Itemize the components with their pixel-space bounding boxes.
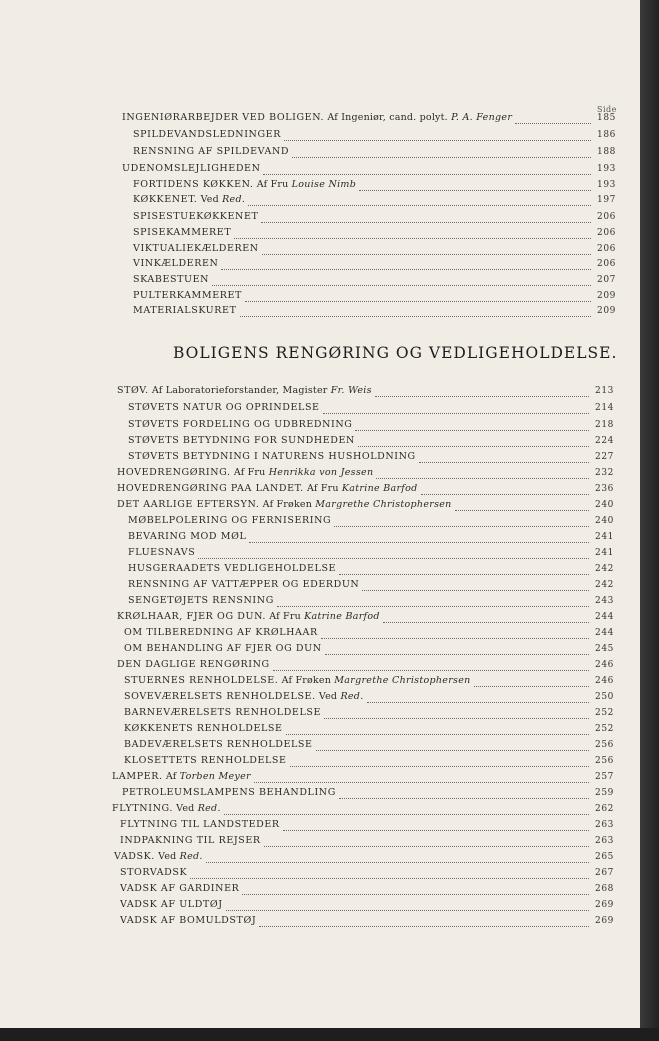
toc-entry — [117, 383, 614, 397]
toc-entry-page-number: 213 — [595, 386, 614, 396]
toc-entry-title — [133, 243, 259, 255]
toc-entry-heading: SPISEKAMMERET — [133, 227, 232, 238]
dot-leader — [455, 502, 589, 511]
toc-entry-author: Red. — [340, 691, 364, 702]
toc-entry-page-number: 224 — [595, 436, 614, 446]
toc-entry — [128, 513, 614, 527]
toc-entry-heading: HOVEDRENGØRING PAA LANDET. — [117, 483, 304, 494]
toc-entry-title — [128, 419, 352, 431]
dot-leader — [249, 534, 589, 543]
toc-entry-byline: Ved — [172, 803, 198, 814]
toc-entry-title — [133, 211, 258, 223]
toc-entry — [124, 705, 614, 719]
toc-entry-heading: STØVETS FORDELING OG UDBREDNING — [128, 419, 353, 430]
toc-entry-heading: VADSK. — [114, 851, 155, 862]
toc-entry — [133, 177, 616, 191]
side-column-label: Side — [597, 105, 617, 114]
toc-entry-heading: BEVARING MOD MØL — [128, 531, 247, 542]
scan-border-bottom — [0, 1028, 659, 1041]
toc-entry-byline: Af Fru — [303, 483, 342, 494]
toc-entry-title — [120, 899, 223, 911]
toc-entry-heading: STØV. — [117, 385, 149, 396]
toc-entry-title — [128, 435, 355, 447]
toc-entry-heading: STORVADSK — [120, 867, 188, 878]
toc-entry-page-number: 246 — [595, 660, 614, 670]
toc-entry-title — [124, 643, 322, 655]
toc-entry — [124, 753, 614, 767]
toc-entry-page-number: 245 — [595, 644, 614, 654]
toc-entry — [128, 545, 614, 559]
toc-entry-heading: DET AARLIGE EFTERSYN. — [117, 499, 260, 510]
toc-entry — [124, 673, 614, 687]
toc-entry-byline: Af Ingeniør, cand. polyt. — [324, 112, 452, 123]
toc-entry-title — [128, 595, 274, 607]
dot-leader — [264, 838, 589, 847]
toc-entry-page-number: 256 — [595, 756, 614, 766]
toc-entry-title — [133, 129, 281, 141]
toc-entry-title — [128, 547, 195, 559]
toc-entry-title — [124, 691, 364, 703]
toc-entry — [122, 110, 616, 124]
toc-entry — [112, 801, 614, 815]
toc-entry-page-number: 193 — [597, 180, 616, 190]
toc-entry-heading: SPISESTUEKØKKENET — [133, 211, 259, 222]
toc-entry — [133, 256, 616, 270]
toc-entry-page-number: 186 — [597, 130, 616, 140]
toc-entry — [133, 272, 616, 286]
toc-entry-page-number: 263 — [595, 820, 614, 830]
toc-entry-title — [133, 305, 237, 317]
toc-entry-heading: VINKÆLDEREN — [133, 258, 219, 269]
dot-leader — [375, 388, 589, 397]
toc-entry-heading: RENSNING AF SPILDEVAND — [133, 146, 290, 157]
dot-leader — [292, 149, 591, 158]
toc-entry-heading: KØKKENETS RENHOLDELSE — [124, 723, 283, 734]
toc-entry — [128, 449, 614, 463]
dot-leader — [224, 806, 589, 815]
toc-entry-title — [120, 819, 280, 831]
toc-entry-heading: INDPAKNING TIL REJSER — [120, 835, 261, 846]
toc-entry-page-number: 207 — [597, 275, 616, 285]
dot-leader — [421, 486, 589, 495]
toc-entry-heading: SKABESTUEN — [133, 274, 210, 285]
dot-leader — [321, 630, 589, 639]
toc-entry-heading: RENSNING AF VATTÆPPER OG EDERDUN — [128, 579, 360, 590]
toc-entry-byline: Af Fru — [266, 611, 305, 622]
toc-entry-title — [120, 867, 187, 879]
toc-entry-title — [133, 290, 242, 302]
toc-entry-title — [133, 194, 245, 206]
toc-entry-title — [128, 451, 416, 463]
dot-leader — [273, 662, 589, 671]
toc-entry-page-number: 206 — [597, 244, 616, 254]
toc-entry-heading: FLYTNING. — [112, 803, 173, 814]
toc-entry-byline: Af Frøken — [278, 675, 335, 686]
toc-entry-title — [128, 563, 336, 575]
toc-entry-title — [117, 483, 418, 495]
toc-entry-title — [117, 385, 372, 397]
toc-entry-heading: STØVETS NATUR OG OPRINDELSE — [128, 402, 320, 413]
toc-entry-title — [112, 803, 221, 815]
toc-entry-page-number: 241 — [595, 548, 614, 558]
dot-leader — [226, 902, 589, 911]
toc-entry-page-number: 262 — [595, 804, 614, 814]
toc-entry-page-number: 236 — [595, 484, 614, 494]
toc-entry-title — [124, 707, 321, 719]
toc-entry-heading: PULTERKAMMERET — [133, 290, 242, 301]
dot-leader — [254, 774, 589, 783]
toc-entry-page-number: 240 — [595, 500, 614, 510]
toc-entry-page-number: 242 — [595, 580, 614, 590]
toc-entry-author: Louise Nimb — [291, 179, 357, 190]
dot-leader — [277, 598, 589, 607]
dot-leader — [261, 214, 591, 223]
toc-entry-page-number: 244 — [595, 628, 614, 638]
toc-entry-page-number: 267 — [595, 868, 614, 878]
dot-leader — [290, 758, 589, 767]
toc-entry — [133, 209, 616, 223]
dot-leader — [325, 646, 589, 655]
toc-entry-page-number: 227 — [595, 452, 614, 462]
toc-entry — [124, 625, 614, 639]
toc-entry — [128, 400, 614, 414]
dot-leader — [245, 293, 591, 302]
toc-entry-author: Margrethe Christophersen — [334, 675, 471, 686]
toc-entry-author: Fr. Weis — [330, 385, 372, 396]
toc-entry-title — [133, 179, 356, 191]
toc-entry — [122, 785, 614, 799]
dot-leader — [339, 566, 589, 575]
toc-entry-author: Katrine Barfod — [304, 611, 380, 622]
toc-entry-title — [128, 579, 359, 591]
toc-entry-title — [124, 627, 318, 639]
toc-entry-page-number: 185 — [597, 113, 616, 123]
toc-entry-heading: BARNEVÆRELSETS RENHOLDELSE — [124, 707, 321, 718]
toc-entry-heading: VADSK AF BOMULDSTØJ — [120, 915, 257, 926]
toc-entry — [117, 609, 614, 623]
toc-entry-title — [133, 258, 218, 270]
toc-entry-title — [117, 499, 452, 511]
toc-entry — [133, 127, 616, 141]
toc-entry-author: Henrikka von Jessen — [268, 467, 374, 478]
toc-entry-heading: FLYTNING TIL LANDSTEDER — [120, 819, 280, 830]
toc-entry-page-number: 256 — [595, 740, 614, 750]
toc-entry-page-number: 244 — [595, 612, 614, 622]
toc-entry-page-number: 232 — [595, 468, 614, 478]
dot-leader — [358, 438, 589, 447]
toc-entry — [117, 497, 614, 511]
toc-entry-title — [124, 723, 283, 735]
toc-entry-heading: LAMPER. — [112, 771, 163, 782]
dot-leader — [234, 230, 591, 239]
toc-entry-heading: BADEVÆRELSETS RENHOLDELSE — [124, 739, 313, 750]
toc-entry-author: Red. — [222, 194, 246, 205]
toc-entry-byline: Af Fru — [253, 179, 292, 190]
toc-entry — [120, 817, 614, 831]
toc-entry-title — [117, 611, 380, 623]
toc-entry-author: P. A. Fenger — [451, 112, 513, 123]
toc-entry-title — [120, 835, 261, 847]
toc-entry-page-number: 197 — [597, 195, 616, 205]
toc-entry-page-number: 209 — [597, 291, 616, 301]
dot-leader — [334, 518, 589, 527]
toc-entry-page-number: 265 — [595, 852, 614, 862]
toc-entry-heading: PETROLEUMSLAMPENS BEHANDLING — [122, 787, 336, 798]
dot-leader — [362, 582, 589, 591]
dot-leader — [212, 277, 591, 286]
toc-entry — [128, 593, 614, 607]
dot-leader — [206, 854, 589, 863]
toc-entry-byline: Ved — [315, 691, 341, 702]
dot-leader — [259, 918, 589, 927]
toc-entry-title — [122, 787, 336, 799]
toc-entry-heading: MØBELPOLERING OG FERNISERING — [128, 515, 332, 526]
toc-entry-page-number: 269 — [595, 900, 614, 910]
toc-entry-title — [128, 515, 331, 527]
toc-entry-heading: STØVETS BETYDNING FOR SUNDHEDEN — [128, 435, 355, 446]
toc-entry — [128, 561, 614, 575]
toc-entry-heading: VADSK AF GARDINER — [120, 883, 240, 894]
toc-entry — [120, 913, 614, 927]
toc-entry-heading: SPILDEVANDSLEDNINGER — [133, 129, 281, 140]
toc-entry-heading: FORTIDENS KØKKEN. — [133, 179, 254, 190]
toc-entry-heading: KØKKENET. — [133, 194, 198, 205]
toc-entry — [124, 737, 614, 751]
toc-entry — [128, 529, 614, 543]
dot-leader — [198, 550, 589, 559]
dot-leader — [323, 405, 589, 414]
toc-entry-author: Margrethe Christophersen — [315, 499, 452, 510]
toc-entry-title — [120, 883, 239, 895]
toc-entry — [124, 689, 614, 703]
toc-entry — [112, 769, 614, 783]
dot-leader — [284, 132, 591, 141]
toc-entry-title — [122, 163, 260, 175]
dot-leader — [474, 678, 589, 687]
dot-leader — [263, 166, 591, 175]
toc-entry-title — [112, 771, 251, 783]
toc-entry-title — [124, 739, 313, 751]
toc-entry — [120, 881, 614, 895]
toc-entry-page-number: 188 — [597, 147, 616, 157]
toc-entry-page-number: 193 — [597, 164, 616, 174]
toc-entry-author: Torben Meyer — [179, 771, 251, 782]
toc-entry — [133, 241, 616, 255]
toc-entry — [117, 657, 614, 671]
toc-entry — [124, 641, 614, 655]
toc-entry-page-number: 252 — [595, 708, 614, 718]
toc-entry-title — [117, 659, 270, 671]
toc-entry-title — [122, 112, 512, 124]
toc-entry-title — [124, 675, 471, 687]
toc-entry-page-number: 269 — [595, 916, 614, 926]
toc-entry-title — [117, 467, 373, 479]
toc-entry — [124, 721, 614, 735]
toc-entry — [133, 144, 616, 158]
toc-entry — [114, 849, 614, 863]
toc-entry — [117, 481, 614, 495]
toc-entry-page-number: 268 — [595, 884, 614, 894]
dot-leader — [283, 822, 589, 831]
toc-entry-page-number: 246 — [595, 676, 614, 686]
toc-entry-title — [133, 274, 209, 286]
dot-leader — [419, 454, 589, 463]
toc-entry-title — [133, 227, 231, 239]
toc-entry-page-number: 206 — [597, 259, 616, 269]
toc-entry-heading: SENGETØJETS RENSNING — [128, 595, 274, 606]
dot-leader — [240, 308, 591, 317]
toc-entry-heading: STUERNES RENHOLDELSE. — [124, 675, 279, 686]
toc-entry-page-number: 240 — [595, 516, 614, 526]
toc-entry-title — [128, 531, 246, 543]
toc-entry-heading: STØVETS BETYDNING I NATURENS HUSHOLDNING — [128, 451, 416, 462]
dot-leader — [242, 886, 589, 895]
toc-entry — [133, 192, 616, 206]
toc-entry-page-number: 243 — [595, 596, 614, 606]
dot-leader — [359, 182, 591, 191]
toc-entry-page-number: 250 — [595, 692, 614, 702]
dot-leader — [221, 261, 591, 270]
toc-entry — [120, 833, 614, 847]
dot-leader — [286, 726, 589, 735]
toc-entry — [128, 417, 614, 431]
toc-entry-page-number: 242 — [595, 564, 614, 574]
toc-entry — [117, 465, 614, 479]
toc-entry-heading: KLOSETTETS RENHOLDELSE — [124, 755, 287, 766]
dot-leader — [383, 614, 589, 623]
toc-entry-author: Red. — [179, 851, 203, 862]
dot-leader — [355, 422, 589, 431]
toc-entry-heading: INGENIØRARBEJDER VED BOLIGEN. — [122, 112, 325, 123]
dot-leader — [367, 694, 589, 703]
toc-entry-byline: Af — [162, 771, 180, 782]
toc-entry-page-number: 252 — [595, 724, 614, 734]
dot-leader — [262, 246, 591, 255]
toc-entry-page-number: 218 — [595, 420, 614, 430]
toc-entry — [133, 288, 616, 302]
toc-entry-heading: VADSK AF ULDTØJ — [120, 899, 223, 910]
section-heading: BOLIGENS RENGØRING OG VEDLIGEHOLDELSE. — [173, 344, 618, 362]
dot-leader — [316, 742, 589, 751]
toc-entry-page-number: 206 — [597, 228, 616, 238]
toc-entry-heading: HUSGERAADETS VEDLIGEHOLDELSE — [128, 563, 337, 574]
toc-entry-heading: UDENOMSLEJLIGHEDEN — [122, 163, 261, 174]
toc-entry-byline: Af Fru — [230, 467, 269, 478]
toc-entry-page-number: 206 — [597, 212, 616, 222]
toc-entry — [120, 897, 614, 911]
toc-entry — [122, 161, 616, 175]
toc-entry-heading: SOVEVÆRELSETS RENHOLDELSE. — [124, 691, 316, 702]
toc-entry — [128, 577, 614, 591]
toc-entry-title — [133, 146, 289, 158]
toc-entry-heading: OM BEHANDLING AF FJER OG DUN — [124, 643, 322, 654]
toc-entry-heading: MATERIALSKURET — [133, 305, 237, 316]
toc-entry-byline: Ved — [154, 851, 180, 862]
toc-entry-heading: OM TILBEREDNING AF KRØLHAAR — [124, 627, 318, 638]
toc-entry-page-number: 259 — [595, 788, 614, 798]
dot-leader — [324, 710, 589, 719]
toc-entry-heading: HOVEDRENGØRING. — [117, 467, 231, 478]
toc-entry-author: Red. — [197, 803, 221, 814]
toc-entry-page-number: 209 — [597, 306, 616, 316]
dot-leader — [515, 115, 591, 124]
dot-leader — [248, 197, 591, 206]
toc-entry-page-number: 241 — [595, 532, 614, 542]
toc-entry-title — [128, 402, 320, 414]
toc-entry-title — [114, 851, 203, 863]
toc-entry-byline: Af Frøken — [259, 499, 316, 510]
toc-entry-page-number: 263 — [595, 836, 614, 846]
scan-border-right — [640, 0, 659, 1041]
toc-entry-page-number: 214 — [595, 403, 614, 413]
toc-entry — [133, 225, 616, 239]
toc-entry — [128, 433, 614, 447]
toc-entry-title — [124, 755, 287, 767]
dot-leader — [376, 470, 589, 479]
toc-entry-byline: Af Laboratorieforstander, Magister — [148, 385, 331, 396]
toc-entry-heading: VIKTUALIEKÆLDEREN — [133, 243, 259, 254]
dot-leader — [190, 870, 589, 879]
toc-entry-heading: KRØLHAAR, FJER OG DUN. — [117, 611, 266, 622]
toc-entry-byline: Ved — [197, 194, 223, 205]
toc-entry-heading: DEN DAGLIGE RENGØRING — [117, 659, 270, 670]
toc-entry-page-number: 257 — [595, 772, 614, 782]
toc-entry-title — [120, 915, 256, 927]
toc-entry — [133, 303, 616, 317]
toc-entry-author: Katrine Barfod — [341, 483, 418, 494]
toc-entry-heading: FLUESNAVS — [128, 547, 196, 558]
dot-leader — [339, 790, 589, 799]
toc-entry — [120, 865, 614, 879]
